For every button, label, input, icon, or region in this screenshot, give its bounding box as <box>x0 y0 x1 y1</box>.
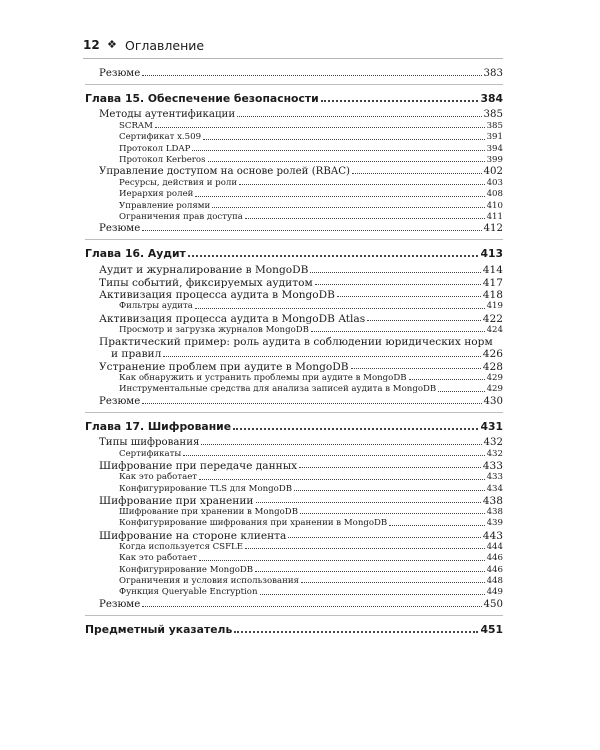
toc-entry[interactable]: Устранение проблем при аудите в MongoDB 428 <box>99 360 503 373</box>
running-title: Оглавление <box>125 38 205 53</box>
toc-subentry[interactable]: Иерархия ролей 408 <box>119 189 503 200</box>
toc-entry[interactable]: Типы шифрования 432 <box>99 436 503 448</box>
toc-subentry[interactable]: Конфигурирование шифрования при хранении в MongoDB 439 <box>119 518 503 529</box>
toc-subentry[interactable]: Инструментальные средства для анализа записей аудита в MongoDB 429 <box>119 384 503 395</box>
chapter-heading[interactable]: Предметный указатель 451 <box>85 622 503 636</box>
toc-subentry[interactable]: Шифрование при хранении в MongoDB 438 <box>119 507 503 518</box>
toc-subentry[interactable]: Ресурсы, действия и роли 403 <box>119 178 503 189</box>
toc-subentry[interactable]: Конфигурирование TLS для MongoDB 434 <box>119 483 503 494</box>
toc-subentry[interactable]: Как это работает 446 <box>119 553 503 564</box>
divider <box>85 239 503 240</box>
toc-subentry[interactable]: Конфигурирование MongoDB 446 <box>119 564 503 575</box>
chapter-heading[interactable]: Глава 16. Аудит 413 <box>85 247 503 261</box>
toc-subentry[interactable]: Протокол Kerberos 399 <box>119 154 503 165</box>
running-header <box>83 38 503 56</box>
toc-subentry[interactable]: Ограничения прав доступа 411 <box>119 212 503 223</box>
toc-entry[interactable]: Управление доступом на основе ролей (RBAC) 402 <box>99 166 503 178</box>
divider <box>85 615 503 616</box>
header-rule <box>83 58 503 59</box>
toc-entry[interactable]: Шифрование при передаче данных 433 <box>99 459 503 472</box>
toc-subentry[interactable]: Функция Queryable Encryption 449 <box>119 587 503 598</box>
toc-subentry[interactable]: Когда используется CSFLE 444 <box>119 542 503 553</box>
toc-entry[interactable]: Резюме 412 <box>99 223 503 235</box>
toc-entry[interactable]: Активизация процесса аудита в MongoDB 418 <box>99 288 503 301</box>
toc-entry[interactable]: Типы событий, фиксируемых аудитом 417 <box>99 276 503 289</box>
toc-subentry[interactable]: Как это работает 433 <box>119 472 503 483</box>
toc-subentry[interactable]: Сертификат x.509 391 <box>119 132 503 143</box>
toc-subentry[interactable]: Ограничения и условия использования 448 <box>119 575 503 586</box>
toc-subentry[interactable]: Сертификаты 432 <box>119 448 503 459</box>
divider <box>85 84 503 85</box>
toc-entry[interactable]: Шифрование на стороне клиента 443 <box>99 529 503 542</box>
toc-subentry[interactable]: SCRAM 385 <box>119 121 503 131</box>
toc-entry[interactable]: Резюме 383 <box>99 68 503 79</box>
divider <box>85 412 503 413</box>
toc-entry[interactable]: Шифрование при хранении 438 <box>99 494 503 507</box>
toc-subentry[interactable]: Фильтры аудита 419 <box>119 301 503 312</box>
toc-entry[interactable]: Активизация процесса аудита в MongoDB Atlas 422 <box>99 312 503 325</box>
toc-entry[interactable]: Методы аутентификации 385 <box>99 109 503 120</box>
diamond-icon: ❖ <box>107 38 117 51</box>
chapter-heading[interactable]: Глава 15. Обеспечение безопасности 384 <box>85 92 503 105</box>
toc-subentry[interactable]: Протокол LDAP 394 <box>119 143 503 154</box>
toc-entry[interactable]: Аудит и журналирование в MongoDB 414 <box>99 264 503 277</box>
page-number: 12 <box>83 38 100 52</box>
toc-entry-multiline[interactable]: Практический пример: роль аудита в соблюдении юридических норм и правил 426 <box>99 336 503 361</box>
table-of-contents <box>85 68 503 640</box>
toc-subentry[interactable]: Как обнаружить и устранить проблемы при аудите в MongoDB 429 <box>119 373 503 384</box>
toc-entry[interactable]: Резюме 430 <box>99 395 503 407</box>
toc-entry-continuation: и правил 426 <box>111 348 503 361</box>
toc-subentry[interactable]: Просмотр и загрузка журналов MongoDB 424 <box>119 324 503 335</box>
toc-subentry[interactable]: Управление ролями 410 <box>119 200 503 211</box>
chapter-heading[interactable]: Глава 17. Шифрование 431 <box>85 419 503 433</box>
toc-entry[interactable]: Резюме 450 <box>99 598 503 610</box>
